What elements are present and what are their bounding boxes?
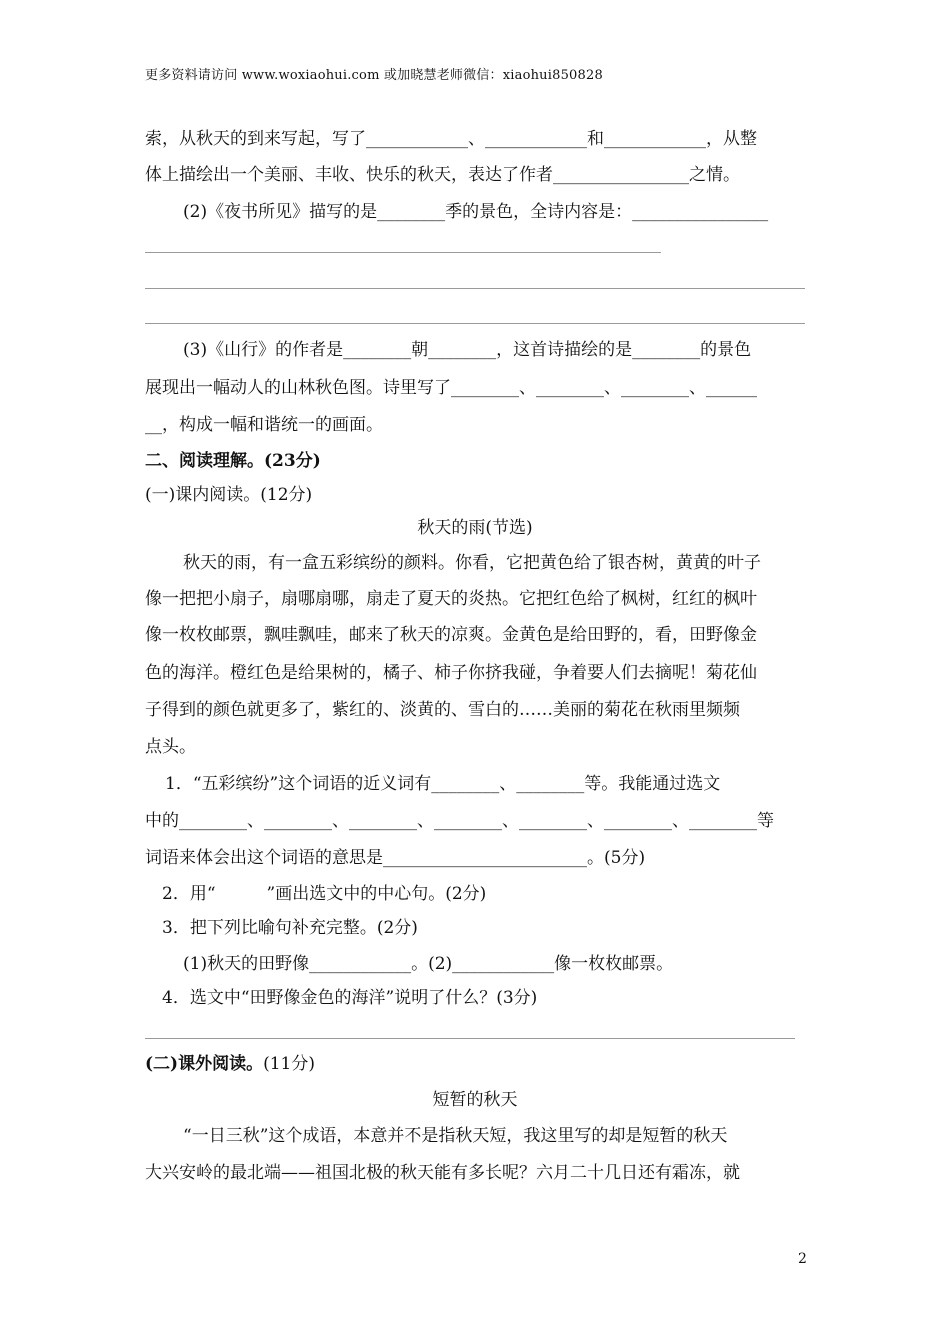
answer-line xyxy=(145,323,805,324)
page-number: 2 xyxy=(798,1251,807,1267)
question-line: 4．选文中“田野像金色的海洋”说明了什么？(3分) xyxy=(162,988,538,1008)
question-line: 2．用“ ”画出选文中的中心句。(2分) xyxy=(162,884,487,904)
passage-line: 秋天的雨，有一盒五彩缤纷的颜料。你看，它把黄色给了银杏树，黄黄的叶子 xyxy=(183,553,761,573)
text-line: __，构成一幅和谐统一的画面。 xyxy=(145,415,383,435)
answer-line xyxy=(145,288,805,289)
question-line: (2)《夜书所见》描写的是________季的景色，全诗内容是：________________ xyxy=(183,202,769,222)
passage-line: 点头。 xyxy=(145,737,196,757)
passage-line: 色的海洋。橙红色是给果树的，橘子、柿子你挤我碰，争着要人们去摘呢！菊花仙 xyxy=(145,663,757,683)
section-title: 二、阅读理解。(23分) xyxy=(145,451,321,471)
passage-title: 秋天的雨(节选) xyxy=(417,518,533,538)
answer-line xyxy=(145,252,661,253)
text-line: 索，从秋天的到来写起，写了____________、____________和____________，从整 xyxy=(145,129,757,149)
question-line: 中的________、________、________、________、________、________、________等 xyxy=(145,811,774,831)
passage-line: 像一枚枚邮票，飘哇飘哇，邮来了秋天的凉爽。金黄色是给田野的，看，田野像金 xyxy=(145,625,757,645)
question-line: 词语来体会出这个词语的意思是________________________。(5分) xyxy=(145,848,646,868)
question-line: 3．把下列比喻句补充完整。(2分) xyxy=(162,918,418,938)
subsection-label: (二)课外阅读。 xyxy=(145,1054,264,1074)
passage-line: 子得到的颜色就更多了，紫红的、淡黄的、雪白的……美丽的菊花在秋雨里频频 xyxy=(145,700,740,720)
passage-line: “一日三秋”这个成语，本意并不是指秋天短，我这里写的却是短暂的秋天 xyxy=(183,1126,728,1146)
subsection-title xyxy=(145,1053,807,1075)
passage-line: 像一把把小扇子，扇哪扇哪，扇走了夏天的炎热。它把红色给了枫树，红红的枫叶 xyxy=(145,589,757,609)
subsection-score: (11分) xyxy=(263,1054,315,1074)
passage-line: 大兴安岭的最北端——祖国北极的秋天能有多长呢？六月二十几日还有霜冻，就 xyxy=(145,1163,740,1183)
page-header: 更多资料请访问 www.woxiaohui.com 或加晓慧老师微信：xiaohui850828 xyxy=(145,68,603,83)
question-line: 1．“五彩缤纷”这个词语的近义词有________、________等。我能通过选文 xyxy=(165,774,721,794)
question-line: (1)秋天的田野像____________。(2)____________像一枚枚邮票。 xyxy=(183,954,674,974)
answer-line xyxy=(145,1038,795,1039)
text-line: 展现出一幅动人的山林秋色图。诗里写了________、________、________、______ xyxy=(145,378,757,398)
subsection-title: (一)课内阅读。(12分) xyxy=(145,485,313,505)
text-line: 体上描绘出一个美丽、丰收、快乐的秋天，表达了作者________________之情。 xyxy=(145,165,740,185)
passage-title: 短暂的秋天 xyxy=(432,1090,518,1110)
question-line: (3)《山行》的作者是________朝________，这首诗描绘的是________的景色 xyxy=(183,340,752,360)
